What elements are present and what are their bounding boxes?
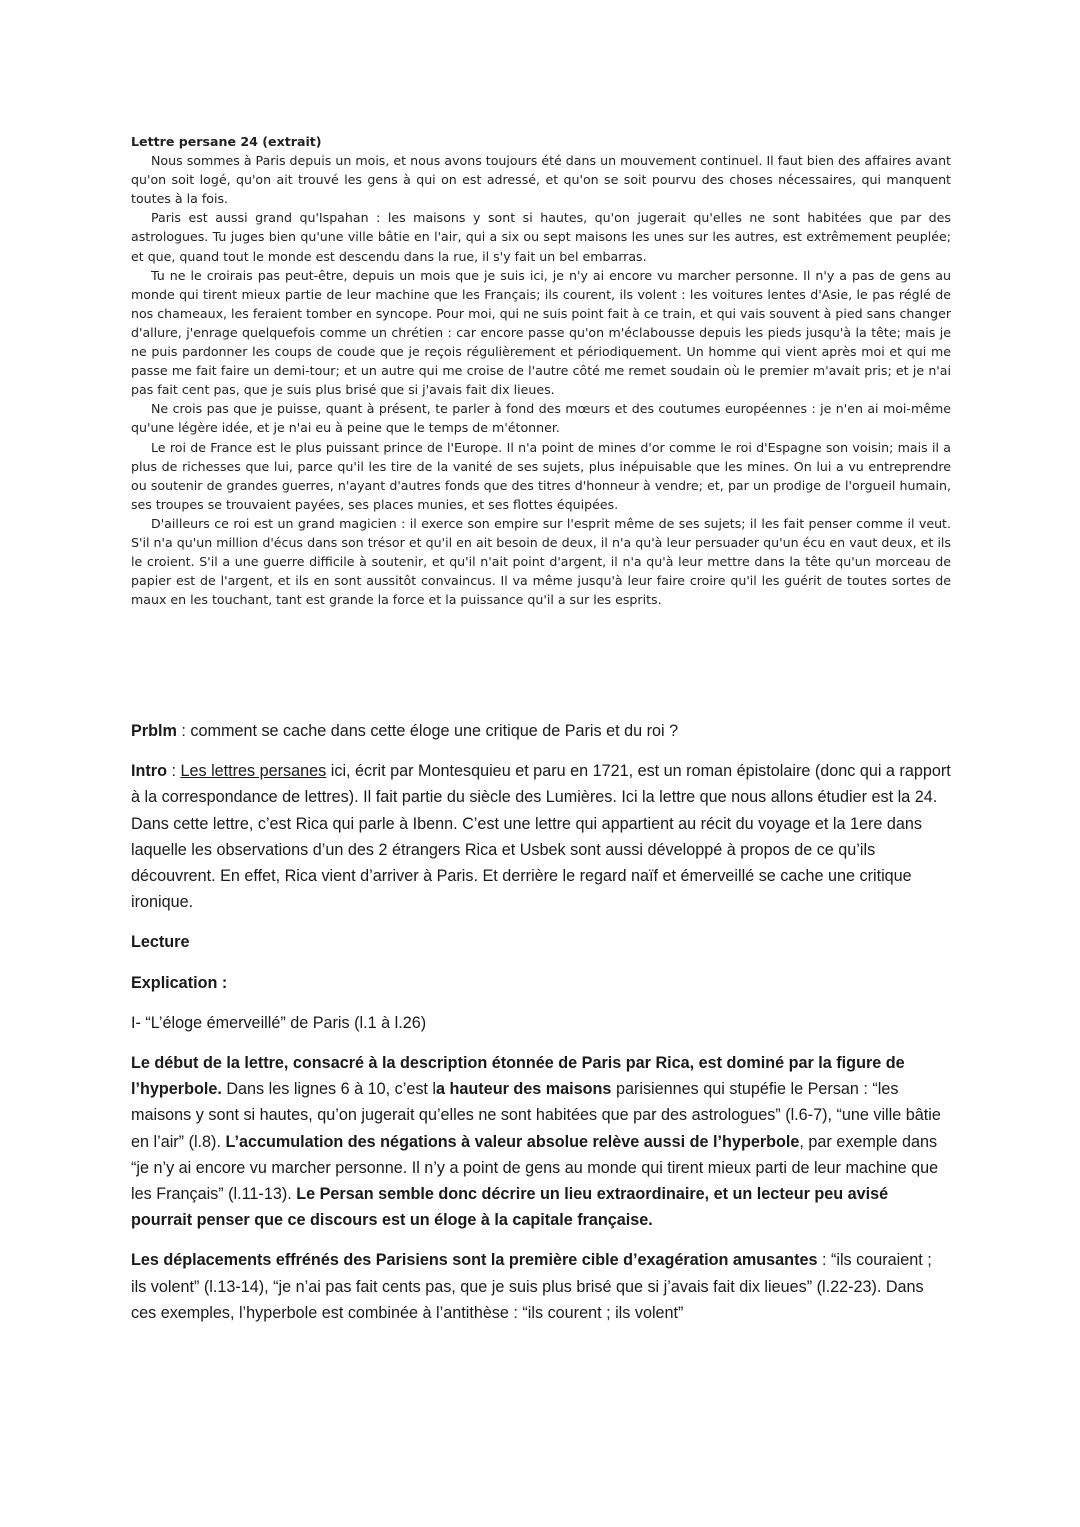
p1-bold-4: Le Persan semble donc décrire un lieu extraordinaire, et un lecteur peu avisé pourrait penser que ce discours est un éloge à la capitale française. <box>131 1185 889 1230</box>
extract-paragraph-1: Nous sommes à Paris depuis un mois, et nous avons toujours été dans un mouvement continuel. Il faut bien des affaires avant qu'on soit logé, qu'on ait trouvé les gens à qui on est adressé, et qu'on se soit pourvu des choses nécessaires, qui manquent toutes à la fois. <box>131 153 951 207</box>
analysis-notes <box>131 718 951 1340</box>
problem-text: : comment se cache dans cette éloge une critique de Paris et du roi ? <box>176 722 679 740</box>
analysis-paragraph-2 <box>131 1247 951 1326</box>
explication-heading <box>131 970 951 996</box>
section-1-heading: I- “L’éloge émerveillé” de Paris (l.1 à l.26) <box>131 1013 427 1032</box>
problem-statement <box>131 718 951 744</box>
extract-paragraph-4: Ne crois pas que je puisse, quant à présent, te parler à fond des mœurs et des coutumes européennes : je n'en ai moi-même qu'une légère idée, et je n'ai eu à peine que le temps de m'étonner. <box>131 401 951 436</box>
intro-label: Intro <box>131 762 167 781</box>
p1-bold-2: a hauteur des maisons <box>436 1080 612 1099</box>
p1-text-3: , par exemple dans “je n’y ai encore vu marcher personne. Il n’y a point de gens au monde qui tirent mieux parti de leur machine que les Français” (l.11-13). <box>131 1132 939 1204</box>
p2-text-1: : “ils couraient ; ils volent” (l.13-14), “je n’ai pas fait cents pas, que je suis plus brisé que si j’avais fait dix lieues” (l.22-23). Dans ces exemples, l’hyperbole est combinée à l’antithèse : “ils courent ; ils volent” <box>131 1251 932 1322</box>
p1-text-1: Dans les lignes 6 à 10, c’est l <box>221 1080 437 1099</box>
intro-paragraph <box>131 758 951 915</box>
extract-paragraph-6: D'ailleurs ce roi est un grand magicien : il exerce son empire sur l'esprit même de ses sujets; il les fait penser comme il veut. S'il n'a qu'un million d'écus dans son trésor et qu'il en ait besoin de deux, il n'a qu'à leur persuader qu'un écu en vaut deux, et ils le croient. S'il a une guerre difficile à soutenir, et qu'il n'ait point d'argent, il n'a qu'à leur mettre dans la tête qu'un morceau de papier est de l'argent, et ils en sont aussitôt convaincus. Il va même jusqu'à leur faire croire qu'il les guérit de toutes sortes de maux en les touchant, tant est grande la force et la puissance qu'il a sur les esprits. <box>131 515 951 608</box>
p1-bold-1: Le début de la lettre, consacré à la description étonnée de Paris par Rica, est dominé par la figure de l’hyperbole. <box>131 1054 905 1099</box>
analysis-paragraph-1 <box>131 1050 951 1233</box>
intro-sep: : <box>166 762 181 781</box>
extract-text <box>131 132 951 609</box>
extract-section <box>131 132 951 609</box>
p2-bold-1: Les déplacements effrénés des Parisiens sont la première cible d’exagération amusantes <box>131 1251 818 1270</box>
problem-label: Prblm <box>131 722 177 740</box>
lecture-label: Lecture <box>131 933 190 952</box>
extract-paragraph-2: Paris est aussi grand qu'Ispahan : les maisons y sont si hautes, qu'on jugerait qu'elles ne sont habitées que par des astrologues. Tu juges bien qu'une ville bâtie en l'air, qui a six ou sept maisons les unes sur les autres, est extrêmement peuplée; et que, quand tout le monde est descendu dans la rue, il s'y fait un bel embarras. <box>131 210 951 264</box>
extract-paragraph-5: Le roi de France est le plus puissant prince de l'Europe. Il n'a point de mines d'or comme le roi d'Espagne son voisin; mais il a plus de richesses que lui, parce qu'il les tire de la vanité de ses sujets, plus inépuisable que les mines. On lui a vu entreprendre ou soutenir de grandes guerres, n'ayant d'autres fonds que des titres d'honneur à vendre; et, par un prodige de l'orgueil humain, ses troupes se trouvaient payées, ses places munies, et ses flottes équipées. <box>131 439 951 512</box>
explication-label: Explication : <box>131 973 228 992</box>
extract-title: Lettre persane 24 (extrait) <box>131 134 322 149</box>
p1-bold-3: L’accumulation des négations à valeur absolue relève aussi de l’hyperbole <box>225 1132 800 1151</box>
p1-text-2: parisiennes qui stupéfie le Persan : “les maisons y sont si hautes, qu’on jugerait qu’elles ne sont habitées que par des astrologues” (l.6-7), “une ville bâtie en l’air” (l.8). <box>131 1080 941 1151</box>
book-title: Les lettres persanes <box>180 762 327 781</box>
extract-paragraph-3: Tu ne le croirais pas peut-être, depuis un mois que je suis ici, je n'y ai encore vu marcher personne. Il n'y a pas de gens au monde qui tirent mieux partie de leur machine que les Français; ils courent, ils volent : les voitures lentes d'Asie, le pas réglé de nos chameaux, les feraient tomber en syncope. Pour moi, qui ne suis point fait à ce train, et qui vais souvent à pied sans changer d'allure, j'enrage quelquefois comme un chrétien : car encore passe qu'on m'éclabousse depuis les pieds jusqu'à la tête; mais je ne puis pardonner les coups de coude que je reçois régulièrement et périodiquement. Un homme qui vient après moi et qui me passe me fait faire un demi-tour; et un autre qui me croise de l'autre côté me remet soudain où le premier m'avait pris; et je n'ai pas fait cent pas, que je suis plus brisé que si j'avais fait dix lieues. <box>131 267 951 398</box>
lecture-heading <box>131 929 951 955</box>
intro-text: ici, écrit par Montesquieu et paru en 1721, est un roman épistolaire (donc qui a rapport à la correspondance de lettres). Il fait partie du siècle des Lumières. Ici la lettre que nous allons étudier est la 24. Dans cette lettre, c’est Rica qui parle à Ibenn. C’est une lettre qui appartient au récit du voyage et la 1ere dans laquelle les observations d’un des 2 étrangers Rica et Usbek sont aussi développé à propos de ce qu’ils découvrent. En effet, Rica vient d’arriver à Paris. Et derrière le regard naïf et émerveillé se cache une critique ironique. <box>131 762 951 912</box>
